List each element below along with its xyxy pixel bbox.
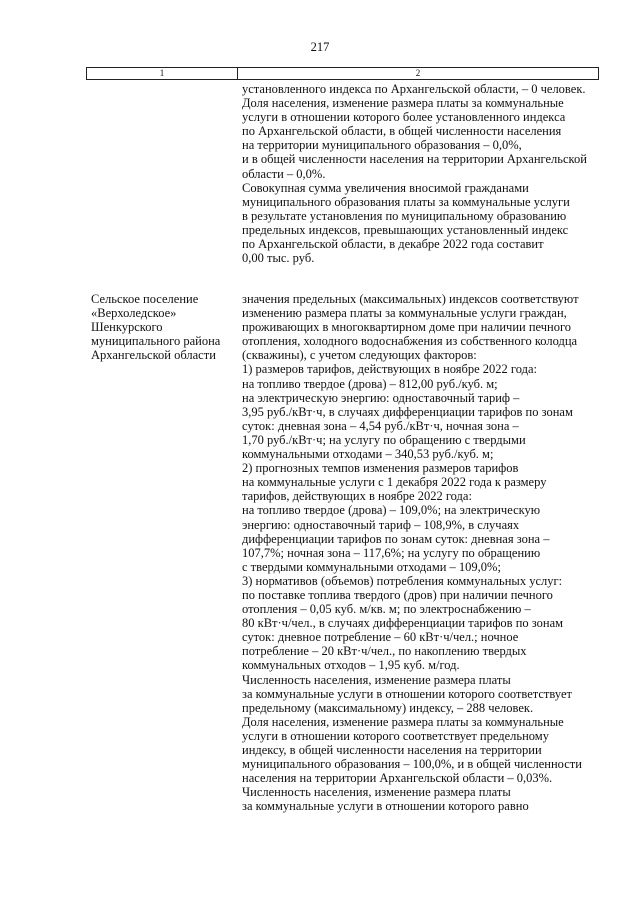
continued-text-block	[242, 82, 587, 265]
text-line: 80 кВт·ч/чел., в случаях дифференциации тарифов по зонам	[242, 616, 564, 631]
text-line: в результате установления по муниципальному образованию	[242, 208, 567, 223]
text-line: коммунальных отходов – 1,95 куб. м/год.	[242, 658, 460, 673]
column-header-row	[86, 67, 599, 80]
text-line: дифференциации тарифов по зонам суток: дневная зона –	[242, 531, 550, 546]
text-line: установленного индекса по Архангельской области, – 0 человек.	[242, 82, 586, 96]
text-line: Совокупная сумма увеличения вносимой гражданами	[242, 180, 529, 195]
text-line: Численность населения, изменение размера платы	[242, 672, 511, 687]
text-line: Доля населения, изменение размера платы за коммунальные	[242, 714, 564, 729]
text-line: за коммунальные услуги в отношении которого равно	[242, 799, 529, 814]
text-line: населения на территории Архангельской области – 0,03%.	[242, 771, 553, 786]
page-number: 217	[310, 40, 330, 54]
text-line: 107,7%; ночная зона – 117,6%; на услугу по обращению	[242, 545, 541, 560]
text-line: по поставке топлива твердого (дров) при наличии печного	[242, 587, 553, 602]
text-line: на топливо твердое (дрова) – 109,0%; на электрическую	[242, 503, 541, 518]
text-line: 1,70 руб./кВт·ч; на услугу по обращению с твердыми	[242, 432, 526, 447]
text-line: суток: дневная зона – 4,54 руб./кВт·ч, ночная зона –	[242, 418, 519, 433]
text-line: отопления, холодного водоснабжения из собственного колодца	[242, 334, 578, 349]
text-line: индексу, в общей численности населения на территории	[242, 743, 542, 757]
text-line: Доля населения, изменение размера платы за коммунальные	[242, 96, 564, 111]
column-header-2: 2	[238, 68, 599, 80]
index-description-block	[242, 292, 582, 813]
text-line: области – 0,0%.	[242, 166, 326, 181]
text-line: суток: дневное потребление – 60 кВт·ч/чел.; ночное	[242, 630, 519, 645]
text-line: на коммунальные услуги с 1 декабря 2022 года к размеру	[242, 475, 547, 490]
text-line: отопления – 0,05 куб. м/кв. м; по электроснабжению –	[242, 602, 531, 617]
text-line: по Архангельской области, в декабре 2022 года составит	[242, 237, 544, 252]
text-line: муниципального образования – 100,0%, и в общей численности	[242, 757, 582, 772]
text-line: на электрическую энергию: одноставочный тариф –	[242, 390, 520, 405]
municipality-line: Архангельской области	[91, 348, 216, 363]
text-line: изменению размера платы за коммунальные услуги граждан,	[242, 306, 567, 321]
text-line: коммунальными отходами – 340,53 руб./куб. м;	[242, 447, 494, 462]
text-line: 3) нормативов (объемов) потребления коммунальных услуг:	[242, 573, 563, 588]
text-line: за коммунальные услуги в отношении которого соответствует	[242, 686, 572, 701]
text-line: (скважины), с учетом следующих факторов:	[242, 348, 477, 363]
text-line: услуги в отношении которого соответствует предельному	[242, 728, 549, 743]
text-line: тарифов, действующих в ноябре 2022 года:	[242, 489, 472, 504]
text-line: муниципального образования платы за коммунальные услуги	[242, 194, 570, 209]
text-line: на топливо твердое (дрова) – 812,00 руб./куб. м;	[242, 376, 498, 391]
text-line: на территории муниципального образования – 0,0%,	[242, 138, 522, 153]
text-line: предельных индексов, превышающих установленный индекс	[242, 222, 569, 237]
text-line: потребление – 20 кВт·ч/чел., по накоплению твердых	[242, 644, 527, 659]
municipality-line: муниципального района	[91, 334, 221, 349]
text-line: и в общей численности населения на территории Архангельской	[242, 152, 587, 167]
text-line: Численность населения, изменение размера платы	[242, 785, 511, 800]
text-line: значения предельных (максимальных) индексов соответствуют	[242, 292, 579, 306]
text-line: предельному (максимальному) индексу, – 288 человек.	[242, 700, 534, 715]
text-line: услуги в отношении которого более установленного индекса	[242, 110, 566, 125]
municipality-name	[91, 292, 220, 362]
text-line: 3,95 руб./кВт·ч, в случаях дифференциации тарифов по зонам	[242, 404, 573, 419]
text-line: энергию: одноставочный тариф – 108,9%, в случаях	[242, 517, 520, 532]
text-line: по Архангельской области, в общей численности населения	[242, 124, 562, 139]
municipality-line: «Верхоледское»	[91, 306, 177, 321]
text-line: проживающих в многоквартирном доме при наличии печного	[242, 320, 572, 335]
text-line: с твердыми коммунальными отходами – 109,0%;	[242, 559, 501, 574]
municipality-line: Шенкурского	[91, 320, 163, 335]
text-line: 0,00 тыс. руб.	[242, 251, 315, 266]
text-line: 2) прогнозных темпов изменения размеров тарифов	[242, 461, 519, 476]
municipality-line: Сельское поселение	[91, 292, 199, 306]
column-header-1: 1	[87, 68, 238, 80]
text-line: 1) размеров тарифов, действующих в ноябре 2022 года:	[242, 362, 538, 377]
